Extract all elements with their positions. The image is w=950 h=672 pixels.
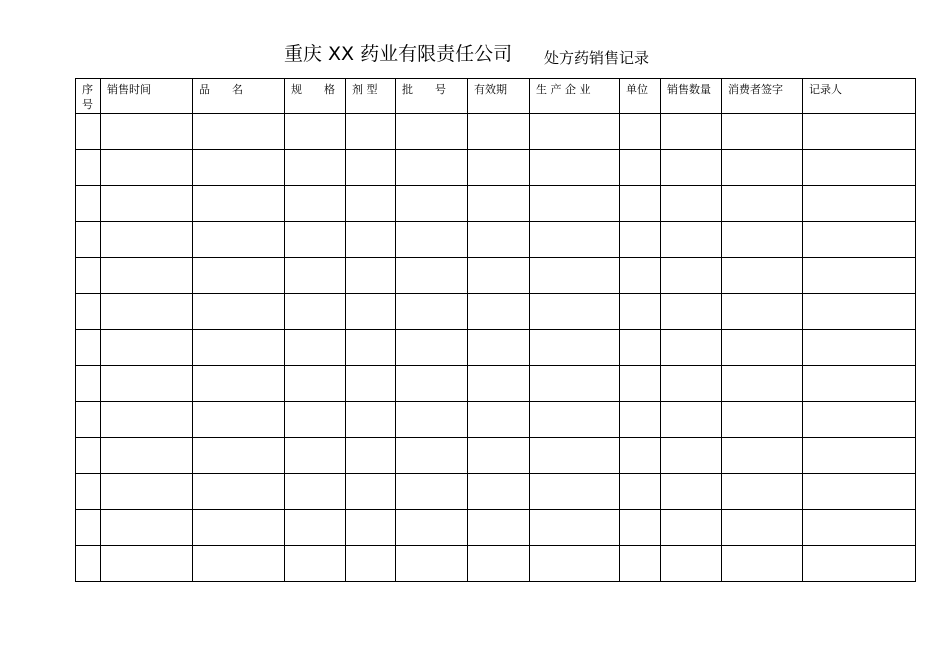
table-cell[interactable] — [285, 186, 346, 222]
table-cell[interactable] — [620, 258, 661, 294]
table-cell[interactable] — [620, 546, 661, 582]
table-cell[interactable] — [76, 510, 101, 546]
header-quantity: 销售数量 — [661, 79, 722, 114]
table-cell[interactable] — [346, 546, 396, 582]
table-cell[interactable] — [285, 474, 346, 510]
table-cell[interactable] — [530, 474, 620, 510]
table-cell[interactable] — [530, 186, 620, 222]
table-cell[interactable] — [722, 258, 803, 294]
table-row — [76, 510, 916, 546]
table-body — [76, 114, 916, 582]
table-cell[interactable] — [396, 438, 468, 474]
table-cell[interactable] — [468, 510, 530, 546]
table-cell[interactable] — [346, 438, 396, 474]
table-cell[interactable] — [193, 150, 285, 186]
table-cell[interactable] — [803, 366, 916, 402]
table-cell[interactable] — [101, 438, 193, 474]
table-cell[interactable] — [346, 258, 396, 294]
table-cell[interactable] — [661, 330, 722, 366]
table-cell[interactable] — [620, 438, 661, 474]
table-cell[interactable] — [346, 402, 396, 438]
prescription-sales-table — [75, 78, 916, 582]
table-cell[interactable] — [661, 114, 722, 150]
table-cell[interactable] — [285, 366, 346, 402]
table-cell[interactable] — [620, 366, 661, 402]
table-cell[interactable] — [803, 258, 916, 294]
table-cell[interactable] — [285, 258, 346, 294]
table-cell[interactable] — [722, 186, 803, 222]
table-cell[interactable] — [285, 150, 346, 186]
table-cell[interactable] — [468, 546, 530, 582]
table-cell[interactable] — [661, 402, 722, 438]
table-cell[interactable] — [193, 114, 285, 150]
title-area — [0, 40, 950, 74]
table-cell[interactable] — [620, 150, 661, 186]
table-row — [76, 222, 916, 258]
table-cell[interactable] — [803, 330, 916, 366]
table-cell[interactable] — [620, 402, 661, 438]
table-row — [76, 294, 916, 330]
table-cell[interactable] — [661, 438, 722, 474]
table-cell[interactable] — [193, 294, 285, 330]
company-title: 重庆 XX 药业有限责任公司 — [284, 43, 513, 65]
table-cell[interactable] — [396, 546, 468, 582]
table-cell[interactable] — [76, 402, 101, 438]
header-customer-signature: 消费者签字 — [722, 79, 803, 114]
table-cell[interactable] — [530, 546, 620, 582]
table-cell[interactable] — [468, 114, 530, 150]
table-cell[interactable] — [468, 294, 530, 330]
table-cell[interactable] — [468, 150, 530, 186]
table-cell[interactable] — [722, 150, 803, 186]
table-cell[interactable] — [661, 510, 722, 546]
table-cell[interactable] — [530, 330, 620, 366]
table-cell[interactable] — [285, 402, 346, 438]
table-cell[interactable] — [101, 294, 193, 330]
table-cell[interactable] — [76, 438, 101, 474]
table-cell[interactable] — [76, 258, 101, 294]
table-cell[interactable] — [803, 222, 916, 258]
table-cell[interactable] — [396, 222, 468, 258]
table-cell[interactable] — [101, 546, 193, 582]
table-cell[interactable] — [468, 186, 530, 222]
table-cell[interactable] — [396, 258, 468, 294]
table-cell[interactable] — [722, 294, 803, 330]
table-cell[interactable] — [76, 114, 101, 150]
table-cell[interactable] — [396, 114, 468, 150]
table-cell[interactable] — [101, 474, 193, 510]
table-cell[interactable] — [76, 474, 101, 510]
table-cell[interactable] — [396, 510, 468, 546]
table-cell[interactable] — [530, 438, 620, 474]
table-cell[interactable] — [285, 438, 346, 474]
table-cell[interactable] — [346, 366, 396, 402]
table-cell[interactable] — [101, 366, 193, 402]
table-cell[interactable] — [468, 258, 530, 294]
table-cell[interactable] — [468, 402, 530, 438]
table-cell[interactable] — [620, 474, 661, 510]
record-title: 处方药销售记录 — [544, 49, 650, 67]
table-cell[interactable] — [101, 330, 193, 366]
table-cell[interactable] — [193, 186, 285, 222]
table-cell[interactable] — [76, 366, 101, 402]
table-cell[interactable] — [803, 114, 916, 150]
table-cell[interactable] — [346, 114, 396, 150]
header-manufacturer: 生 产 企 业 — [530, 79, 620, 114]
table-cell[interactable] — [620, 186, 661, 222]
table-cell[interactable] — [193, 510, 285, 546]
table-cell[interactable] — [285, 330, 346, 366]
table-cell[interactable] — [661, 474, 722, 510]
table-cell[interactable] — [76, 150, 101, 186]
table-cell[interactable] — [722, 402, 803, 438]
table-cell[interactable] — [722, 330, 803, 366]
table-cell[interactable] — [346, 330, 396, 366]
table-row — [76, 402, 916, 438]
table-cell[interactable] — [530, 366, 620, 402]
table-cell[interactable] — [285, 294, 346, 330]
table-cell[interactable] — [803, 402, 916, 438]
table-cell[interactable] — [722, 366, 803, 402]
table-cell[interactable] — [396, 150, 468, 186]
table-cell[interactable] — [396, 474, 468, 510]
header-seq: 序号 — [76, 79, 101, 114]
table-cell[interactable] — [285, 114, 346, 150]
table-cell[interactable] — [803, 150, 916, 186]
table-cell[interactable] — [722, 222, 803, 258]
table-cell[interactable] — [530, 222, 620, 258]
table-cell[interactable] — [620, 294, 661, 330]
table-row — [76, 150, 916, 186]
table-cell[interactable] — [101, 150, 193, 186]
table-cell[interactable] — [468, 330, 530, 366]
table-cell[interactable] — [346, 294, 396, 330]
table-cell[interactable] — [193, 222, 285, 258]
table-row — [76, 258, 916, 294]
table-cell[interactable] — [193, 546, 285, 582]
table-row — [76, 546, 916, 582]
table-row — [76, 474, 916, 510]
header-spec: 规 格 — [285, 79, 346, 114]
header-recorder: 记录人 — [803, 79, 916, 114]
table-cell[interactable] — [530, 402, 620, 438]
table-cell[interactable] — [346, 150, 396, 186]
table-cell[interactable] — [101, 258, 193, 294]
table-cell[interactable] — [101, 114, 193, 150]
header-row — [76, 79, 916, 114]
header-batch-no: 批 号 — [396, 79, 468, 114]
table-cell[interactable] — [468, 438, 530, 474]
table-cell[interactable] — [76, 330, 101, 366]
table-cell[interactable] — [722, 114, 803, 150]
table-cell[interactable] — [530, 294, 620, 330]
table-cell[interactable] — [661, 294, 722, 330]
table-cell[interactable] — [620, 222, 661, 258]
table-row — [76, 366, 916, 402]
table-cell[interactable] — [76, 222, 101, 258]
table-cell[interactable] — [722, 546, 803, 582]
table-cell[interactable] — [661, 150, 722, 186]
table-cell[interactable] — [76, 186, 101, 222]
table-cell[interactable] — [661, 222, 722, 258]
table-cell[interactable] — [468, 222, 530, 258]
table-cell[interactable] — [722, 438, 803, 474]
table-cell[interactable] — [101, 222, 193, 258]
table-cell[interactable] — [803, 474, 916, 510]
table-cell[interactable] — [193, 258, 285, 294]
table-cell[interactable] — [803, 186, 916, 222]
table-cell[interactable] — [396, 330, 468, 366]
header-expiry: 有效期 — [468, 79, 530, 114]
table-cell[interactable] — [346, 510, 396, 546]
table-cell[interactable] — [396, 186, 468, 222]
table-cell[interactable] — [803, 546, 916, 582]
table-cell[interactable] — [396, 402, 468, 438]
table-cell[interactable] — [661, 546, 722, 582]
table-cell[interactable] — [803, 510, 916, 546]
table-row — [76, 186, 916, 222]
table-cell[interactable] — [530, 150, 620, 186]
table-cell[interactable] — [101, 510, 193, 546]
table-cell[interactable] — [661, 186, 722, 222]
table-row — [76, 114, 916, 150]
table-row — [76, 438, 916, 474]
table-cell[interactable] — [530, 510, 620, 546]
table-cell[interactable] — [193, 438, 285, 474]
table-cell[interactable] — [285, 222, 346, 258]
table-cell[interactable] — [722, 510, 803, 546]
table-cell[interactable] — [530, 114, 620, 150]
table-cell[interactable] — [803, 294, 916, 330]
table-cell[interactable] — [346, 474, 396, 510]
table-cell[interactable] — [620, 114, 661, 150]
table-row — [76, 330, 916, 366]
table-cell[interactable] — [193, 330, 285, 366]
header-unit: 单位 — [620, 79, 661, 114]
table-cell[interactable] — [468, 366, 530, 402]
table-cell[interactable] — [76, 546, 101, 582]
table-cell[interactable] — [193, 474, 285, 510]
table-cell[interactable] — [722, 474, 803, 510]
table-cell[interactable] — [101, 402, 193, 438]
table-cell[interactable] — [620, 330, 661, 366]
table-cell[interactable] — [661, 366, 722, 402]
table-cell[interactable] — [285, 546, 346, 582]
table-cell[interactable] — [193, 402, 285, 438]
table-cell[interactable] — [346, 186, 396, 222]
table-cell[interactable] — [285, 510, 346, 546]
table-cell[interactable] — [101, 186, 193, 222]
table-cell[interactable] — [468, 474, 530, 510]
table-cell[interactable] — [396, 366, 468, 402]
table-cell[interactable] — [396, 294, 468, 330]
header-sale-time: 销售时间 — [101, 79, 193, 114]
table-cell[interactable] — [620, 510, 661, 546]
header-dosage-form: 剂 型 — [346, 79, 396, 114]
table-cell[interactable] — [661, 258, 722, 294]
header-product-name: 品 名 — [193, 79, 285, 114]
table-cell[interactable] — [346, 222, 396, 258]
table-cell[interactable] — [76, 294, 101, 330]
table-cell[interactable] — [193, 366, 285, 402]
table-cell[interactable] — [530, 258, 620, 294]
table-cell[interactable] — [803, 438, 916, 474]
